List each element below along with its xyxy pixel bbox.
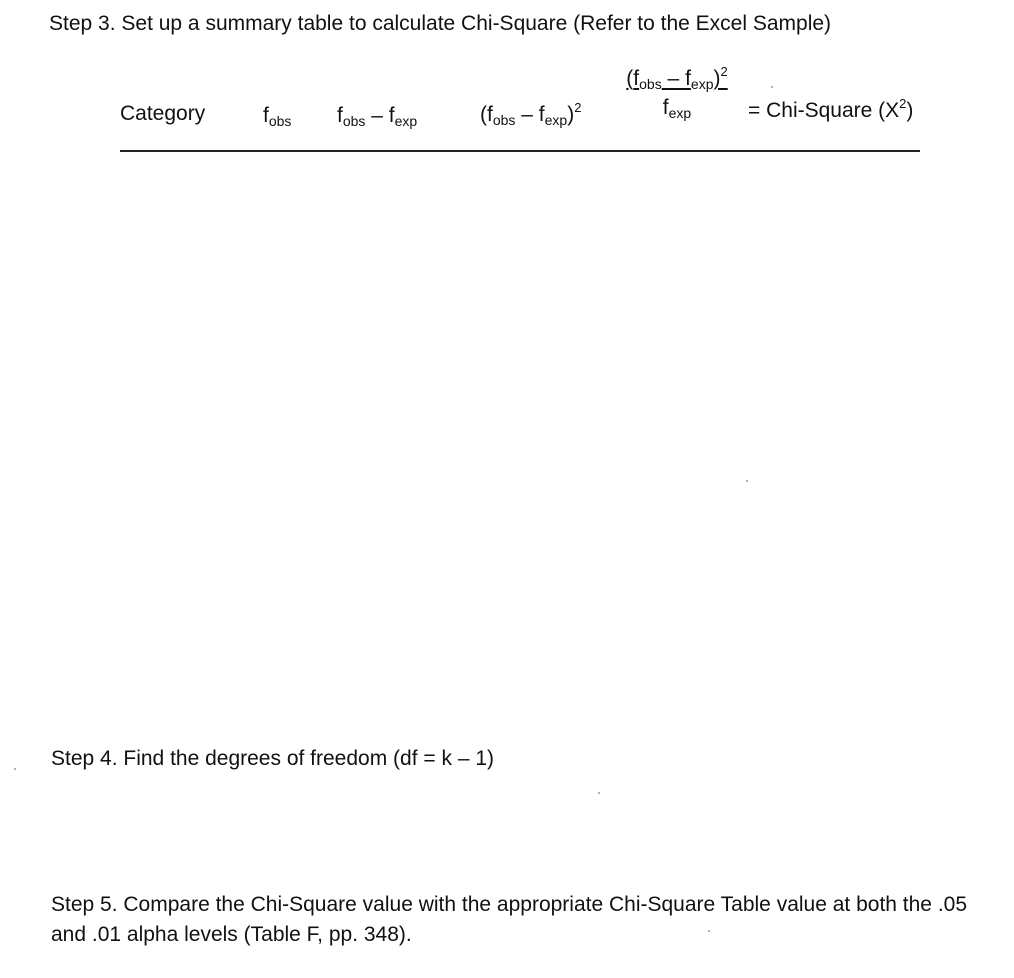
minus-sign: – — [661, 67, 686, 90]
scan-speck — [708, 930, 710, 932]
minus-sign: – — [515, 103, 539, 126]
scan-speck — [598, 792, 600, 794]
squared-exponent: 2 — [720, 64, 728, 79]
open-paren: ( — [480, 103, 487, 126]
step-4-instruction: Step 4. Find the degrees of freedom (df = k – 1) — [51, 747, 494, 770]
minus-sign: – — [365, 104, 389, 127]
f-symbol: f — [662, 96, 669, 119]
f-symbol: f — [685, 67, 691, 90]
open-paren: ( — [626, 67, 634, 90]
column-header-chi-square — [748, 96, 914, 122]
table-header-rule — [120, 150, 920, 152]
column-header-ratio-fraction — [621, 64, 733, 121]
exp-subscript: exp — [690, 76, 714, 92]
exp-subscript: exp — [544, 112, 568, 128]
column-header-difference-squared — [480, 100, 582, 128]
f-symbol: f — [633, 67, 640, 90]
obs-subscript: obs — [492, 112, 516, 128]
f-symbol: f — [487, 103, 493, 126]
squared-exponent: 2 — [574, 100, 582, 115]
f-symbol: f — [263, 104, 269, 127]
exp-subscript: exp — [668, 105, 692, 121]
column-header-f-obs-minus-f-exp — [337, 104, 418, 129]
close-paren: ) — [567, 103, 575, 126]
column-header-f-obs — [263, 104, 292, 129]
step-5-instruction: Step 5. Compare the Chi-Square value with the appropriate Chi-Square Table value at both the .05 and .01 alpha levels (Table F, pp. 348). — [51, 893, 968, 947]
f-symbol: f — [337, 104, 343, 127]
fraction-denominator — [621, 96, 733, 121]
column-header-category: Category — [120, 102, 206, 125]
obs-subscript: obs — [342, 113, 366, 129]
squared-exponent: 2 — [899, 96, 907, 111]
close-paren: ) — [713, 67, 721, 90]
exp-subscript: exp — [394, 113, 418, 129]
step-3-instruction: Step 3. Set up a summary table to calculate Chi-Square (Refer to the Excel Sample) — [49, 12, 832, 35]
obs-subscript: obs — [268, 113, 292, 129]
scan-speck — [14, 768, 16, 770]
f-symbol: f — [538, 103, 545, 126]
scan-speck — [771, 86, 773, 88]
chi-square-label: = Chi-Square (X — [748, 99, 900, 122]
close-paren: ) — [906, 99, 914, 122]
scan-speck — [746, 480, 748, 482]
obs-subscript: obs — [639, 76, 662, 92]
fraction-numerator — [626, 64, 728, 92]
f-symbol: f — [388, 104, 395, 127]
